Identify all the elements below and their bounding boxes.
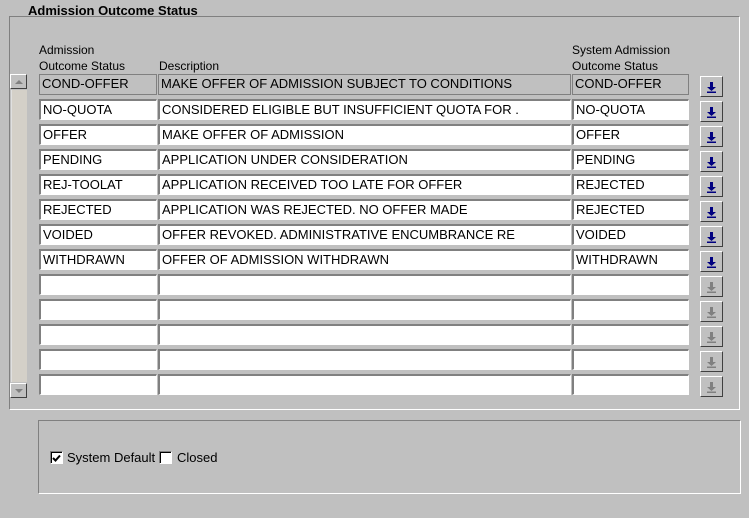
row-action-button[interactable] bbox=[700, 176, 723, 197]
status-field[interactable] bbox=[39, 374, 157, 395]
column-header-system-line1: System Admission bbox=[572, 43, 671, 57]
status-field[interactable]: REJ-TOOLAT bbox=[39, 174, 157, 195]
row-action-button[interactable] bbox=[700, 376, 723, 397]
download-arrow-icon bbox=[707, 256, 716, 268]
row-action-button[interactable] bbox=[700, 326, 723, 347]
closed-label: Closed bbox=[177, 450, 218, 465]
description-field[interactable]: CONSIDERED ELIGIBLE BUT INSUFFICIENT QUOTA FOR . bbox=[158, 99, 571, 120]
row-action-button[interactable] bbox=[700, 251, 723, 272]
description-field[interactable]: OFFER OF ADMISSION WITHDRAWN bbox=[158, 249, 571, 270]
column-header-system-line2: Outcome Status bbox=[572, 59, 659, 73]
scroll-down-icon bbox=[15, 389, 23, 393]
system-status-field[interactable]: VOIDED bbox=[572, 224, 689, 245]
system-status-field[interactable] bbox=[572, 274, 689, 295]
system-status-field[interactable]: REJECTED bbox=[572, 199, 689, 220]
system-status-field[interactable] bbox=[572, 374, 689, 395]
description-field[interactable]: APPLICATION RECEIVED TOO LATE FOR OFFER bbox=[158, 174, 571, 195]
system-status-field[interactable]: WITHDRAWN bbox=[572, 249, 689, 270]
download-arrow-icon bbox=[707, 381, 716, 393]
closed-checkbox[interactable] bbox=[159, 451, 172, 464]
status-field[interactable] bbox=[39, 349, 157, 370]
row-action-button[interactable] bbox=[700, 226, 723, 247]
vertical-scrollbar[interactable] bbox=[10, 74, 27, 398]
column-header-status bbox=[39, 42, 125, 74]
description-field[interactable] bbox=[158, 374, 571, 395]
status-field[interactable]: OFFER bbox=[39, 124, 157, 145]
description-field[interactable]: OFFER REVOKED. ADMINISTRATIVE ENCUMBRANCE RE bbox=[158, 224, 571, 245]
status-field[interactable]: NO-QUOTA bbox=[39, 99, 157, 120]
download-arrow-icon bbox=[707, 231, 716, 243]
status-field[interactable] bbox=[39, 299, 157, 320]
row-action-button[interactable] bbox=[700, 276, 723, 297]
status-field[interactable]: WITHDRAWN bbox=[39, 249, 157, 270]
column-header-description: Description bbox=[159, 59, 220, 73]
download-arrow-icon bbox=[707, 81, 716, 93]
download-arrow-icon bbox=[707, 181, 716, 193]
column-header-system-status bbox=[572, 42, 670, 74]
system-default-checkbox[interactable] bbox=[50, 451, 63, 464]
download-arrow-icon bbox=[707, 306, 716, 318]
row-action-button[interactable] bbox=[700, 201, 723, 222]
description-field[interactable] bbox=[158, 299, 571, 320]
download-arrow-icon bbox=[707, 156, 716, 168]
system-status-field[interactable] bbox=[572, 349, 689, 370]
checkmark-icon bbox=[51, 453, 62, 464]
status-field[interactable]: COND-OFFER bbox=[39, 74, 157, 95]
system-status-field[interactable]: NO-QUOTA bbox=[572, 99, 689, 120]
scroll-down-button[interactable] bbox=[10, 383, 27, 398]
download-arrow-icon bbox=[707, 106, 716, 118]
download-arrow-icon bbox=[707, 206, 716, 218]
description-field[interactable] bbox=[158, 349, 571, 370]
description-field[interactable]: APPLICATION WAS REJECTED. NO OFFER MADE bbox=[158, 199, 571, 220]
row-action-button[interactable] bbox=[700, 301, 723, 322]
system-status-field[interactable]: PENDING bbox=[572, 149, 689, 170]
download-arrow-icon bbox=[707, 281, 716, 293]
scroll-track[interactable] bbox=[11, 90, 27, 382]
status-field[interactable]: PENDING bbox=[39, 149, 157, 170]
row-action-button[interactable] bbox=[700, 126, 723, 147]
system-status-field[interactable]: REJECTED bbox=[572, 174, 689, 195]
row-action-button[interactable] bbox=[700, 151, 723, 172]
system-status-field[interactable] bbox=[572, 299, 689, 320]
description-field[interactable] bbox=[158, 324, 571, 345]
system-status-field[interactable]: COND-OFFER bbox=[572, 74, 689, 95]
description-field[interactable]: MAKE OFFER OF ADMISSION bbox=[158, 124, 571, 145]
row-action-button[interactable] bbox=[700, 101, 723, 122]
status-field[interactable]: VOIDED bbox=[39, 224, 157, 245]
status-field[interactable] bbox=[39, 324, 157, 345]
description-field[interactable]: APPLICATION UNDER CONSIDERATION bbox=[158, 149, 571, 170]
download-arrow-icon bbox=[707, 356, 716, 368]
download-arrow-icon bbox=[707, 331, 716, 343]
download-arrow-icon bbox=[707, 131, 716, 143]
column-header-status-line2: Outcome Status bbox=[39, 59, 126, 73]
scroll-up-button[interactable] bbox=[10, 74, 27, 89]
status-field[interactable]: REJECTED bbox=[39, 199, 157, 220]
system-status-field[interactable] bbox=[572, 324, 689, 345]
system-default-label: System Default bbox=[67, 450, 156, 465]
description-field[interactable] bbox=[158, 274, 571, 295]
description-field[interactable]: MAKE OFFER OF ADMISSION SUBJECT TO CONDITIONS bbox=[158, 74, 571, 95]
row-action-button[interactable] bbox=[700, 76, 723, 97]
row-action-button[interactable] bbox=[700, 351, 723, 372]
system-status-field[interactable]: OFFER bbox=[572, 124, 689, 145]
scroll-up-icon bbox=[15, 80, 23, 84]
status-field[interactable] bbox=[39, 274, 157, 295]
section-title: Admission Outcome Status bbox=[28, 3, 198, 18]
column-header-status-line1: Admission bbox=[39, 43, 95, 57]
